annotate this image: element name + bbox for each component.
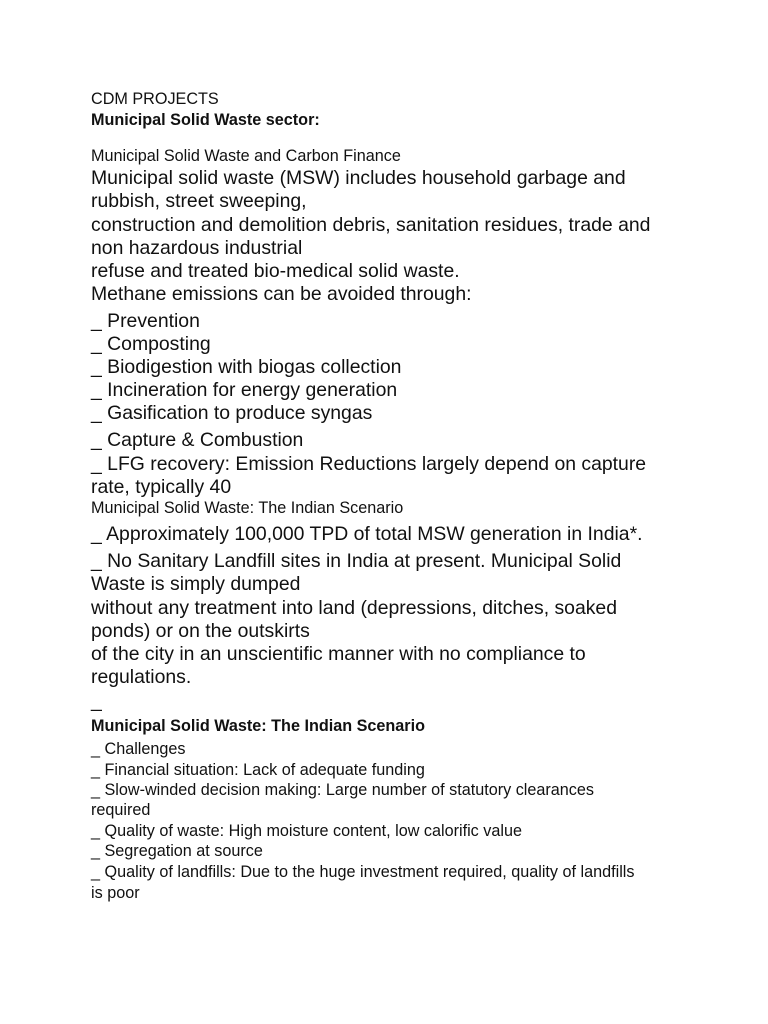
subheading: Municipal Solid Waste: The Indian Scenario bbox=[91, 499, 404, 517]
paragraph-line: is poor bbox=[91, 884, 140, 902]
paragraph-line: construction and demolition debris, sanitation residues, trade and bbox=[91, 214, 651, 236]
section-heading: Municipal Solid Waste sector: bbox=[91, 111, 320, 129]
paragraph-line: Municipal solid waste (MSW) includes household garbage and bbox=[91, 167, 626, 189]
bullet-item: _ Incineration for energy generation bbox=[91, 379, 398, 401]
paragraph-line: Methane emissions can be avoided through: bbox=[91, 283, 472, 305]
paragraph-line: regulations. bbox=[91, 666, 192, 688]
bullet-item: _ Slow-winded decision making: Large number of statutory clearances bbox=[91, 781, 594, 799]
bullet-item: _ Quality of landfills: Due to the huge investment required, quality of landfills bbox=[91, 863, 635, 881]
bullet-item: rate, typically 40 bbox=[91, 476, 232, 498]
bullet-item: _ Prevention bbox=[91, 310, 200, 332]
paragraph-line: without any treatment into land (depressions, ditches, soaked bbox=[91, 597, 617, 619]
bullet-item: _ Gasification to produce syngas bbox=[91, 402, 373, 424]
paragraph-line: non hazardous industrial bbox=[91, 237, 303, 259]
paragraph-line: rubbish, street sweeping, bbox=[91, 190, 307, 212]
document-title: CDM PROJECTS bbox=[91, 90, 219, 108]
bullet-item: _ Segregation at source bbox=[91, 842, 263, 860]
bullet-item: _ LFG recovery: Emission Reductions largely depend on capture bbox=[91, 453, 647, 475]
bullet-item: _ Quality of waste: High moisture content, low calorific value bbox=[91, 822, 522, 840]
bullet-item: _ Approximately 100,000 TPD of total MSW generation in India*. bbox=[91, 523, 643, 545]
bullet-item: _ Biodigestion with biogas collection bbox=[91, 356, 402, 378]
paragraph-line: Waste is simply dumped bbox=[91, 573, 301, 595]
paragraph-line: ponds) or on the outskirts bbox=[91, 620, 310, 642]
bullet-item: _ Financial situation: Lack of adequate funding bbox=[91, 761, 425, 779]
bullet-item: _ Composting bbox=[91, 333, 211, 355]
paragraph-line: of the city in an unscientific manner with no compliance to bbox=[91, 643, 586, 665]
bullet-item: _ Capture & Combustion bbox=[91, 429, 304, 451]
paragraph-line: refuse and treated bio-medical solid waste. bbox=[91, 260, 460, 282]
bullet-item: _ Challenges bbox=[91, 740, 186, 758]
paragraph-line: required bbox=[91, 801, 151, 819]
subheading: Municipal Solid Waste and Carbon Finance bbox=[91, 147, 401, 165]
paragraph-line: _ bbox=[91, 690, 102, 712]
bullet-item: _ No Sanitary Landfill sites in India at present. Municipal Solid bbox=[91, 550, 622, 572]
section-heading: Municipal Solid Waste: The Indian Scenario bbox=[91, 717, 425, 735]
